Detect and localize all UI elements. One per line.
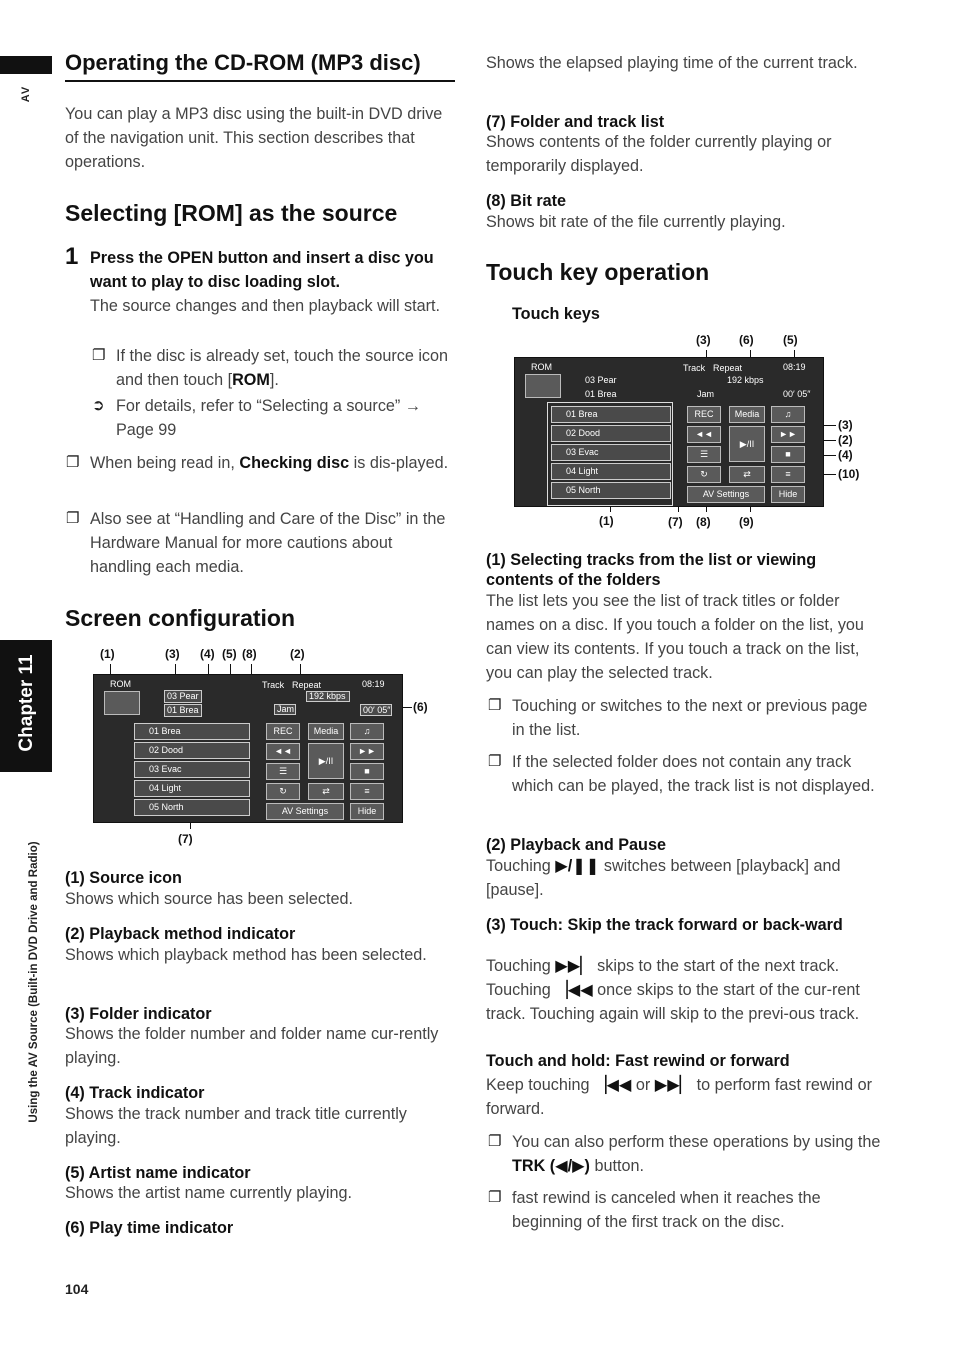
callout-3: (3) bbox=[165, 647, 180, 661]
play-time-indicator: 00′ 05″ bbox=[360, 704, 392, 716]
item-text: Touching ▶▶▏ skips to the start of the next track. Touching ▕◀◀ once skips to the start of the cur-rent track. Touching again will skip to the previ-ous track. bbox=[486, 957, 860, 1023]
item-head: (7) Folder and track list bbox=[486, 113, 665, 131]
item-text: Shows the track number and track title currently playing. bbox=[65, 1105, 407, 1147]
callout-6: (6) bbox=[413, 700, 428, 714]
prev-track-button[interactable]: ◄◄ bbox=[266, 743, 300, 760]
arrow-icon: ➲ bbox=[92, 397, 105, 414]
list-button[interactable]: ☰ bbox=[266, 763, 300, 780]
repeat-button[interactable]: ↻ bbox=[687, 466, 721, 483]
callout-2: (2) bbox=[838, 433, 853, 447]
av-settings-button[interactable]: AV Settings bbox=[266, 803, 344, 820]
next-track-icon: ▶▶▏ bbox=[555, 957, 593, 975]
item-head: Touch and hold: Fast rewind or forward bbox=[486, 1052, 790, 1070]
list-item[interactable]: 04 Light bbox=[134, 780, 250, 797]
source-icon bbox=[525, 374, 561, 398]
scan-button[interactable]: ≡ bbox=[771, 466, 805, 483]
item-text: Shows the folder number and folder name cur-rently playing. bbox=[65, 1025, 439, 1067]
item-text: Shows the artist name currently playing. bbox=[65, 1184, 353, 1202]
list-item[interactable]: 05 North bbox=[551, 482, 671, 499]
item-head: (2) Playback method indicator bbox=[65, 925, 296, 943]
list-item[interactable]: 01 Brea bbox=[134, 723, 250, 740]
folder-indicator: 03 Pear bbox=[164, 690, 202, 703]
screen-config-screenshot: ROM 03 Pear 01 Brea Track Repeat 08:19 192 kbps Jam 00′ 05″ 01 Brea 02 Dood 03 Evac 04 Light 05 North REC Media ♫ ◄◄ ▶/II ►► ☰ ■ ↻ ⇄ ≡ AV Settings Hide bbox=[93, 674, 403, 823]
callout-4: (4) bbox=[838, 448, 853, 462]
random-button[interactable]: ⇄ bbox=[729, 466, 765, 483]
item-text: Touching ▶/❚❚ switches between [playback] and [pause]. bbox=[486, 857, 841, 899]
item-head: (3) Touch: Skip the track forward or back-ward bbox=[486, 916, 843, 934]
bullet-handling: ❐ Also see at “Handling and Care of the Disc” in the Hardware Manual for more cautions about handling each media. bbox=[90, 507, 455, 579]
page-number: 104 bbox=[65, 1281, 89, 1297]
source-icon bbox=[104, 691, 140, 715]
item-text: Shows bit rate of the file currently playing. bbox=[486, 213, 786, 231]
side-bar-top bbox=[0, 56, 52, 74]
checkbox-icon: ❐ bbox=[488, 1133, 502, 1150]
heading-touch-key: Touch key operation bbox=[486, 259, 710, 285]
prev-track-icon: ▕◀◀ bbox=[594, 1076, 632, 1094]
repeat-button[interactable]: ↻ bbox=[266, 783, 300, 800]
play-pause-button[interactable]: ▶/II bbox=[308, 743, 344, 779]
checkbox-icon: ❐ bbox=[66, 510, 80, 527]
step-number: 1 bbox=[65, 243, 79, 270]
bullet-note: ❐ fast rewind is canceled when it reaches the beginning of the first track on the disc. bbox=[512, 1186, 882, 1234]
track-indicator: 01 Brea bbox=[164, 704, 202, 717]
av-settings-button[interactable]: AV Settings bbox=[687, 486, 765, 503]
folder-button[interactable]: ♫ bbox=[771, 406, 805, 423]
hide-button[interactable]: Hide bbox=[350, 803, 384, 820]
bitrate-indicator: 192 kbps bbox=[306, 691, 350, 702]
callout-10: (10) bbox=[838, 467, 860, 481]
play-pause-button[interactable]: ▶/II bbox=[729, 426, 765, 462]
callout-6: (6) bbox=[739, 333, 754, 347]
item-head: (3) Folder indicator bbox=[65, 1005, 212, 1023]
list-item[interactable]: 01 Brea bbox=[551, 406, 671, 423]
bullet-reference: ➲ For details, refer to “Selecting a source” → Page 99 bbox=[116, 394, 456, 442]
item-head: (1) Selecting tracks from the list or viewing contents of the folders bbox=[486, 551, 817, 589]
next-track-button[interactable]: ►► bbox=[771, 426, 805, 443]
list-item[interactable]: 05 North bbox=[134, 799, 250, 816]
rec-button[interactable]: REC bbox=[687, 406, 721, 423]
item-head: (1) Source icon bbox=[65, 869, 182, 887]
prev-track-button[interactable]: ◄◄ bbox=[687, 426, 721, 443]
bullet-note: ❐ You can also perform these operations by using the TRK (◀/▶) button. bbox=[512, 1130, 882, 1178]
callout-1: (1) bbox=[100, 647, 115, 661]
checkbox-icon: ❐ bbox=[66, 454, 80, 471]
checkbox-icon: ❐ bbox=[488, 697, 502, 714]
random-button[interactable]: ⇄ bbox=[308, 783, 344, 800]
chapter-tab: Chapter 11 bbox=[0, 640, 52, 772]
media-button[interactable]: Media bbox=[729, 406, 765, 423]
heading-select-source: Selecting [ROM] as the source bbox=[65, 200, 398, 226]
artist-indicator: Jam bbox=[274, 704, 296, 715]
callout-8: (8) bbox=[696, 515, 711, 529]
page-title: Operating the CD-ROM (MP3 disc) bbox=[65, 50, 455, 82]
item-text: Keep touching ▕◀◀ or ▶▶▏ to perform fast rewind or forward. bbox=[486, 1076, 873, 1118]
media-button[interactable]: Media bbox=[308, 723, 344, 740]
list-item[interactable]: 02 Dood bbox=[134, 742, 250, 759]
callout-3: (3) bbox=[838, 418, 853, 432]
list-item[interactable]: 02 Dood bbox=[551, 425, 671, 442]
list-item[interactable]: 03 Evac bbox=[551, 444, 671, 461]
item-text: Shows which playback method has been selected. bbox=[65, 946, 427, 964]
item-text: Shows contents of the folder currently playing or temporarily displayed. bbox=[486, 133, 832, 175]
hide-button[interactable]: Hide bbox=[771, 486, 805, 503]
prev-track-icon: ▕◀◀ bbox=[555, 981, 593, 999]
bullet-checking: ❐ When being read in, Checking disc is dis-played. bbox=[90, 451, 455, 475]
list-item[interactable]: 03 Evac bbox=[134, 761, 250, 778]
touch-keys-label: Touch keys bbox=[512, 305, 600, 323]
rec-button[interactable]: REC bbox=[266, 723, 300, 740]
callout-5: (5) bbox=[222, 647, 237, 661]
callout-8: (8) bbox=[242, 647, 257, 661]
checkbox-icon: ❐ bbox=[92, 347, 106, 364]
list-item[interactable]: 04 Light bbox=[551, 463, 671, 480]
item-head: (4) Track indicator bbox=[65, 1084, 205, 1102]
step-desc: The source changes and then playback will start. bbox=[90, 297, 441, 315]
item-text: The list lets you see the list of track titles or folder names on a disc. If you touch a folder on the list, you can view its contents. If you touch a track on the list, you can play the selected track. bbox=[486, 592, 864, 682]
bullet-note: ❐ If the disc is already set, touch the source icon and then touch [ROM]. bbox=[116, 344, 456, 392]
item-text: Shows which source has been selected. bbox=[65, 890, 353, 908]
step-text: Press the OPEN button and insert a disc you want to play to disc loading slot. bbox=[90, 249, 434, 291]
list-button[interactable]: ☰ bbox=[687, 446, 721, 463]
side-section-label: Using the AV Source (Built-in DVD Drive and Radio) bbox=[28, 841, 40, 1123]
side-av-label: AV bbox=[20, 85, 33, 103]
bullet-note: ❐ Touching or switches to the next or previous page in the list. bbox=[512, 694, 882, 742]
callout-3: (3) bbox=[696, 333, 711, 347]
touch-key-screenshot: ROM 03 Pear 01 Brea Track Repeat 08:19 192 kbps Jam 00′ 05″ 01 Brea 02 Dood 03 Evac 04 Light 05 North REC Media ♫ ◄◄ ▶/II ►► ☰ ■ ↻ ⇄ ≡ AV Settings Hide bbox=[514, 357, 824, 507]
callout-7: (7) bbox=[178, 832, 193, 846]
play-pause-icon: ▶/❚❚ bbox=[555, 857, 600, 875]
callout-2: (2) bbox=[290, 647, 305, 661]
callout-1: (1) bbox=[599, 514, 614, 528]
callout-4: (4) bbox=[200, 647, 215, 661]
callout-9: (9) bbox=[739, 515, 754, 529]
item-head: (2) Playback and Pause bbox=[486, 836, 666, 854]
item-head: (8) Bit rate bbox=[486, 192, 567, 210]
callout-5: (5) bbox=[783, 333, 798, 347]
checkbox-icon: ❐ bbox=[488, 753, 502, 770]
item-head: (5) Artist name indicator bbox=[65, 1164, 251, 1182]
checkbox-icon: ❐ bbox=[488, 1189, 502, 1206]
next-track-button[interactable]: ►► bbox=[350, 743, 384, 760]
intro-text: You can play a MP3 disc using the built-in DVD drive of the navigation unit. This section describes that operations. bbox=[65, 105, 443, 171]
heading-screen-config: Screen configuration bbox=[65, 605, 296, 631]
play-time-text: Shows the elapsed playing time of the current track. bbox=[486, 54, 858, 72]
next-track-icon: ▶▶▏ bbox=[654, 1076, 693, 1094]
stop-button[interactable]: ■ bbox=[771, 446, 805, 463]
bullet-note: ❐ If the selected folder does not contain any track which can be played, the track list is not displayed. bbox=[512, 750, 882, 798]
stop-button[interactable]: ■ bbox=[350, 763, 384, 780]
scan-button[interactable]: ≡ bbox=[350, 783, 384, 800]
folder-button[interactable]: ♫ bbox=[350, 723, 384, 740]
item-head: (6) Play time indicator bbox=[65, 1219, 234, 1237]
callout-7: (7) bbox=[668, 515, 683, 529]
